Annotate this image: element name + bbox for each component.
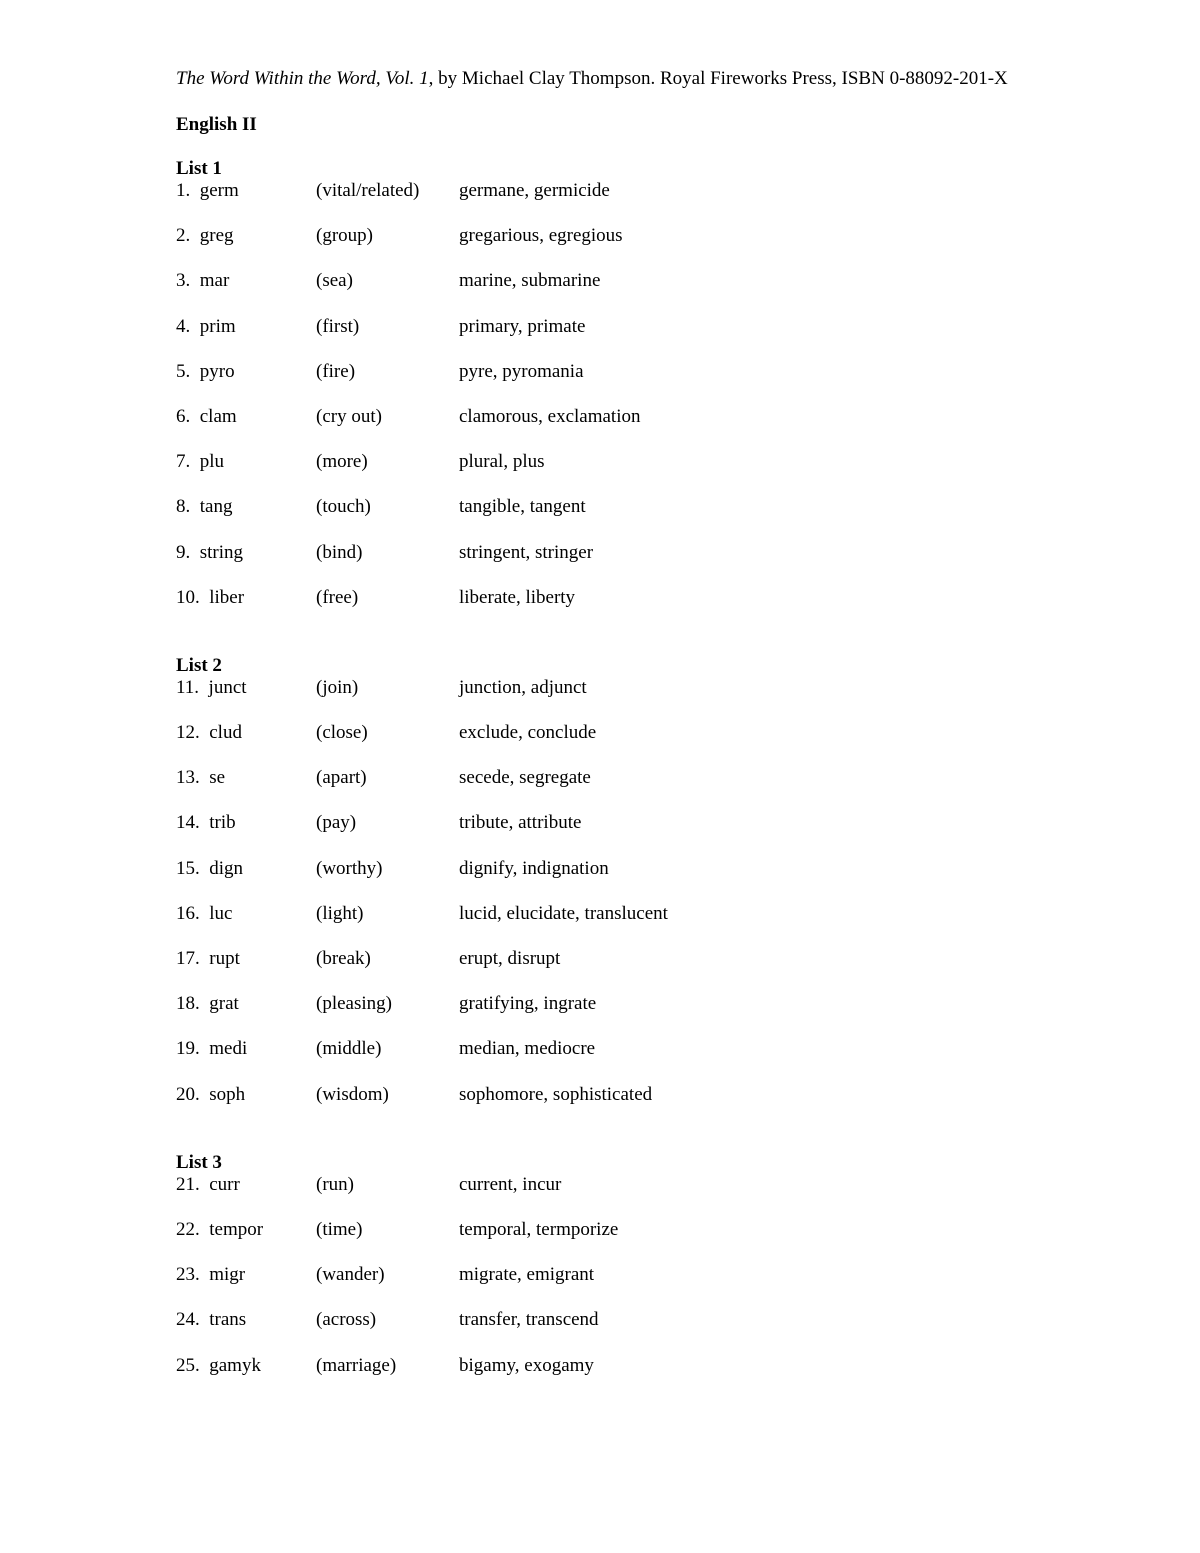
list-item <box>176 767 1016 812</box>
root-meaning: (wander) <box>316 1264 385 1286</box>
word-root: clud <box>209 722 242 744</box>
root-entry <box>176 270 316 292</box>
root-meaning: (wisdom) <box>316 1083 389 1105</box>
item-number: 16. <box>176 902 200 924</box>
example-words: clamorous, exclamation <box>459 405 641 427</box>
root-entry <box>176 1038 316 1060</box>
root-entry <box>176 903 316 925</box>
item-number: 25. <box>176 1354 200 1376</box>
list-item <box>176 1355 1016 1400</box>
item-number: 1. <box>176 180 191 201</box>
word-root: dign <box>209 857 244 879</box>
item-number: 10. <box>176 586 200 608</box>
root-meaning: (more) <box>316 451 368 473</box>
list-item <box>176 225 1016 270</box>
item-number: 5. <box>176 360 191 382</box>
list-item <box>176 180 1016 225</box>
example-words: marine, submarine <box>459 270 601 292</box>
item-number: 7. <box>176 451 191 473</box>
example-words: liberate, liberty <box>459 586 576 608</box>
example-words: junction, adjunct <box>459 676 587 698</box>
item-number: 9. <box>176 541 191 563</box>
root-entry <box>176 225 316 247</box>
root-entry <box>176 677 316 699</box>
word-root: soph <box>209 1083 246 1105</box>
word-root: clam <box>199 405 237 427</box>
word-root: migr <box>209 1264 246 1286</box>
word-root: medi <box>209 1038 248 1060</box>
list-item <box>176 677 1016 722</box>
root-entry <box>176 993 316 1015</box>
item-number: 4. <box>176 315 191 337</box>
root-meaning: (break) <box>316 948 371 969</box>
item-number: 11. <box>176 676 200 698</box>
example-words: primary, primate <box>459 315 586 337</box>
item-number: 22. <box>176 1218 200 1240</box>
list-heading: List 3 <box>176 1151 222 1173</box>
root-entry <box>176 316 316 338</box>
root-entry <box>176 361 316 383</box>
item-number: 14. <box>176 812 200 834</box>
citation <box>176 68 1016 90</box>
root-meaning: (marriage) <box>316 1354 397 1376</box>
list-item <box>176 451 1016 496</box>
list-item <box>176 361 1016 406</box>
example-words: dignify, indignation <box>459 857 609 879</box>
root-meaning: (across) <box>316 1309 377 1331</box>
word-root: gamyk <box>209 1354 261 1376</box>
root-entry <box>176 858 316 880</box>
root-meaning: (free) <box>316 586 359 608</box>
root-entry <box>176 496 316 518</box>
word-lists <box>176 158 1016 1400</box>
list-item <box>176 858 1016 903</box>
item-number: 21. <box>176 1173 200 1195</box>
word-root: grat <box>209 993 239 1015</box>
word-root: mar <box>199 270 230 292</box>
root-entry <box>176 406 316 428</box>
root-meaning: (pay) <box>316 812 357 834</box>
course-title: English II <box>176 114 257 135</box>
list-item <box>176 993 1016 1038</box>
item-number: 12. <box>176 722 200 744</box>
root-entry <box>176 542 316 564</box>
item-number: 17. <box>176 948 200 969</box>
item-number: 3. <box>176 270 191 292</box>
example-words: gregarious, egregious <box>459 225 623 247</box>
item-number: 8. <box>176 496 191 518</box>
example-words: stringent, stringer <box>459 541 594 563</box>
root-meaning: (vital/related) <box>316 180 420 201</box>
word-root: rupt <box>209 948 240 969</box>
root-meaning: (touch) <box>316 496 371 518</box>
root-entry <box>176 1309 316 1331</box>
word-root: prim <box>199 315 236 337</box>
item-number: 13. <box>176 767 200 789</box>
root-meaning: (run) <box>316 1173 354 1195</box>
root-meaning: (time) <box>316 1218 363 1240</box>
word-root: pyro <box>199 360 235 382</box>
list-item <box>176 1309 1016 1354</box>
word-root: trib <box>209 812 236 834</box>
root-meaning: (apart) <box>316 767 367 789</box>
root-meaning: (middle) <box>316 1038 382 1060</box>
list-item <box>176 542 1016 587</box>
root-meaning: (close) <box>316 722 368 744</box>
root-meaning: (first) <box>316 315 360 337</box>
list-item <box>176 812 1016 857</box>
list-item <box>176 406 1016 451</box>
example-words: bigamy, exogamy <box>459 1354 594 1376</box>
word-root: luc <box>209 902 233 924</box>
example-words: germane, germicide <box>459 180 610 201</box>
document-page <box>176 68 1016 1400</box>
root-entry <box>176 722 316 744</box>
list-item <box>176 1038 1016 1083</box>
example-words: tribute, attribute <box>459 812 582 834</box>
root-entry <box>176 1174 316 1196</box>
root-entry <box>176 948 316 970</box>
example-words: temporal, termporize <box>459 1218 619 1240</box>
root-meaning: (pleasing) <box>316 993 392 1015</box>
root-meaning: (light) <box>316 902 364 924</box>
root-entry <box>176 1219 316 1241</box>
example-words: gratifying, ingrate <box>459 993 597 1015</box>
word-list-1 <box>176 158 1016 632</box>
list-heading: List 2 <box>176 654 222 676</box>
example-words: tangible, tangent <box>459 496 586 518</box>
example-words: migrate, emigrant <box>459 1264 595 1286</box>
list-item <box>176 496 1016 541</box>
word-root: junct <box>208 676 247 698</box>
list-item <box>176 722 1016 767</box>
example-words: lucid, elucidate, translucent <box>459 902 668 924</box>
item-number: 19. <box>176 1038 200 1060</box>
item-number: 23. <box>176 1264 200 1286</box>
item-number: 18. <box>176 993 200 1015</box>
list-item <box>176 903 1016 948</box>
word-root: tang <box>199 496 233 518</box>
root-entry <box>176 812 316 834</box>
root-entry <box>176 180 316 202</box>
word-root: curr <box>209 1173 240 1195</box>
list-item <box>176 1174 1016 1219</box>
word-root: tempor <box>209 1218 264 1240</box>
word-list-2 <box>176 655 1016 1129</box>
item-number: 2. <box>176 225 191 247</box>
root-entry <box>176 451 316 473</box>
item-number: 20. <box>176 1083 200 1105</box>
book-title: The Word Within the Word, Vol. 1 <box>176 68 429 89</box>
root-entry <box>176 1264 316 1286</box>
word-root: string <box>199 541 244 563</box>
example-words: transfer, transcend <box>459 1309 599 1331</box>
example-words: secede, segregate <box>459 767 591 789</box>
list-item <box>176 1219 1016 1264</box>
root-entry <box>176 767 316 789</box>
list-item <box>176 316 1016 361</box>
example-words: plural, plus <box>459 451 545 473</box>
item-number: 15. <box>176 857 200 879</box>
root-meaning: (group) <box>316 225 373 247</box>
citation-details: , by Michael Clay Thompson. Royal Fireworks Press, ISBN 0-88092-201-X <box>428 68 1008 89</box>
word-root: plu <box>199 451 225 473</box>
list-item <box>176 1084 1016 1129</box>
item-number: 24. <box>176 1309 200 1331</box>
list-item <box>176 270 1016 315</box>
word-root: trans <box>209 1309 247 1331</box>
word-root: liber <box>209 586 245 608</box>
item-number: 6. <box>176 405 191 427</box>
example-words: erupt, disrupt <box>459 948 561 969</box>
word-root: greg <box>199 225 234 247</box>
list-item <box>176 587 1016 632</box>
root-meaning: (join) <box>316 676 359 698</box>
word-list-3 <box>176 1152 1016 1400</box>
root-entry <box>176 1084 316 1106</box>
list-item <box>176 1264 1016 1309</box>
root-entry <box>176 1355 316 1377</box>
root-meaning: (sea) <box>316 270 353 292</box>
root-entry <box>176 587 316 609</box>
example-words: exclude, conclude <box>459 722 597 744</box>
word-root: se <box>209 767 226 789</box>
root-meaning: (worthy) <box>316 857 383 879</box>
example-words: median, mediocre <box>459 1038 596 1060</box>
root-meaning: (cry out) <box>316 405 382 427</box>
word-root: germ <box>199 180 239 201</box>
list-item <box>176 948 1016 993</box>
example-words: pyre, pyromania <box>459 360 584 382</box>
root-meaning: (bind) <box>316 541 363 563</box>
example-words: current, incur <box>459 1173 562 1195</box>
example-words: sophomore, sophisticated <box>459 1083 653 1105</box>
list-heading: List 1 <box>176 158 222 179</box>
root-meaning: (fire) <box>316 360 356 382</box>
